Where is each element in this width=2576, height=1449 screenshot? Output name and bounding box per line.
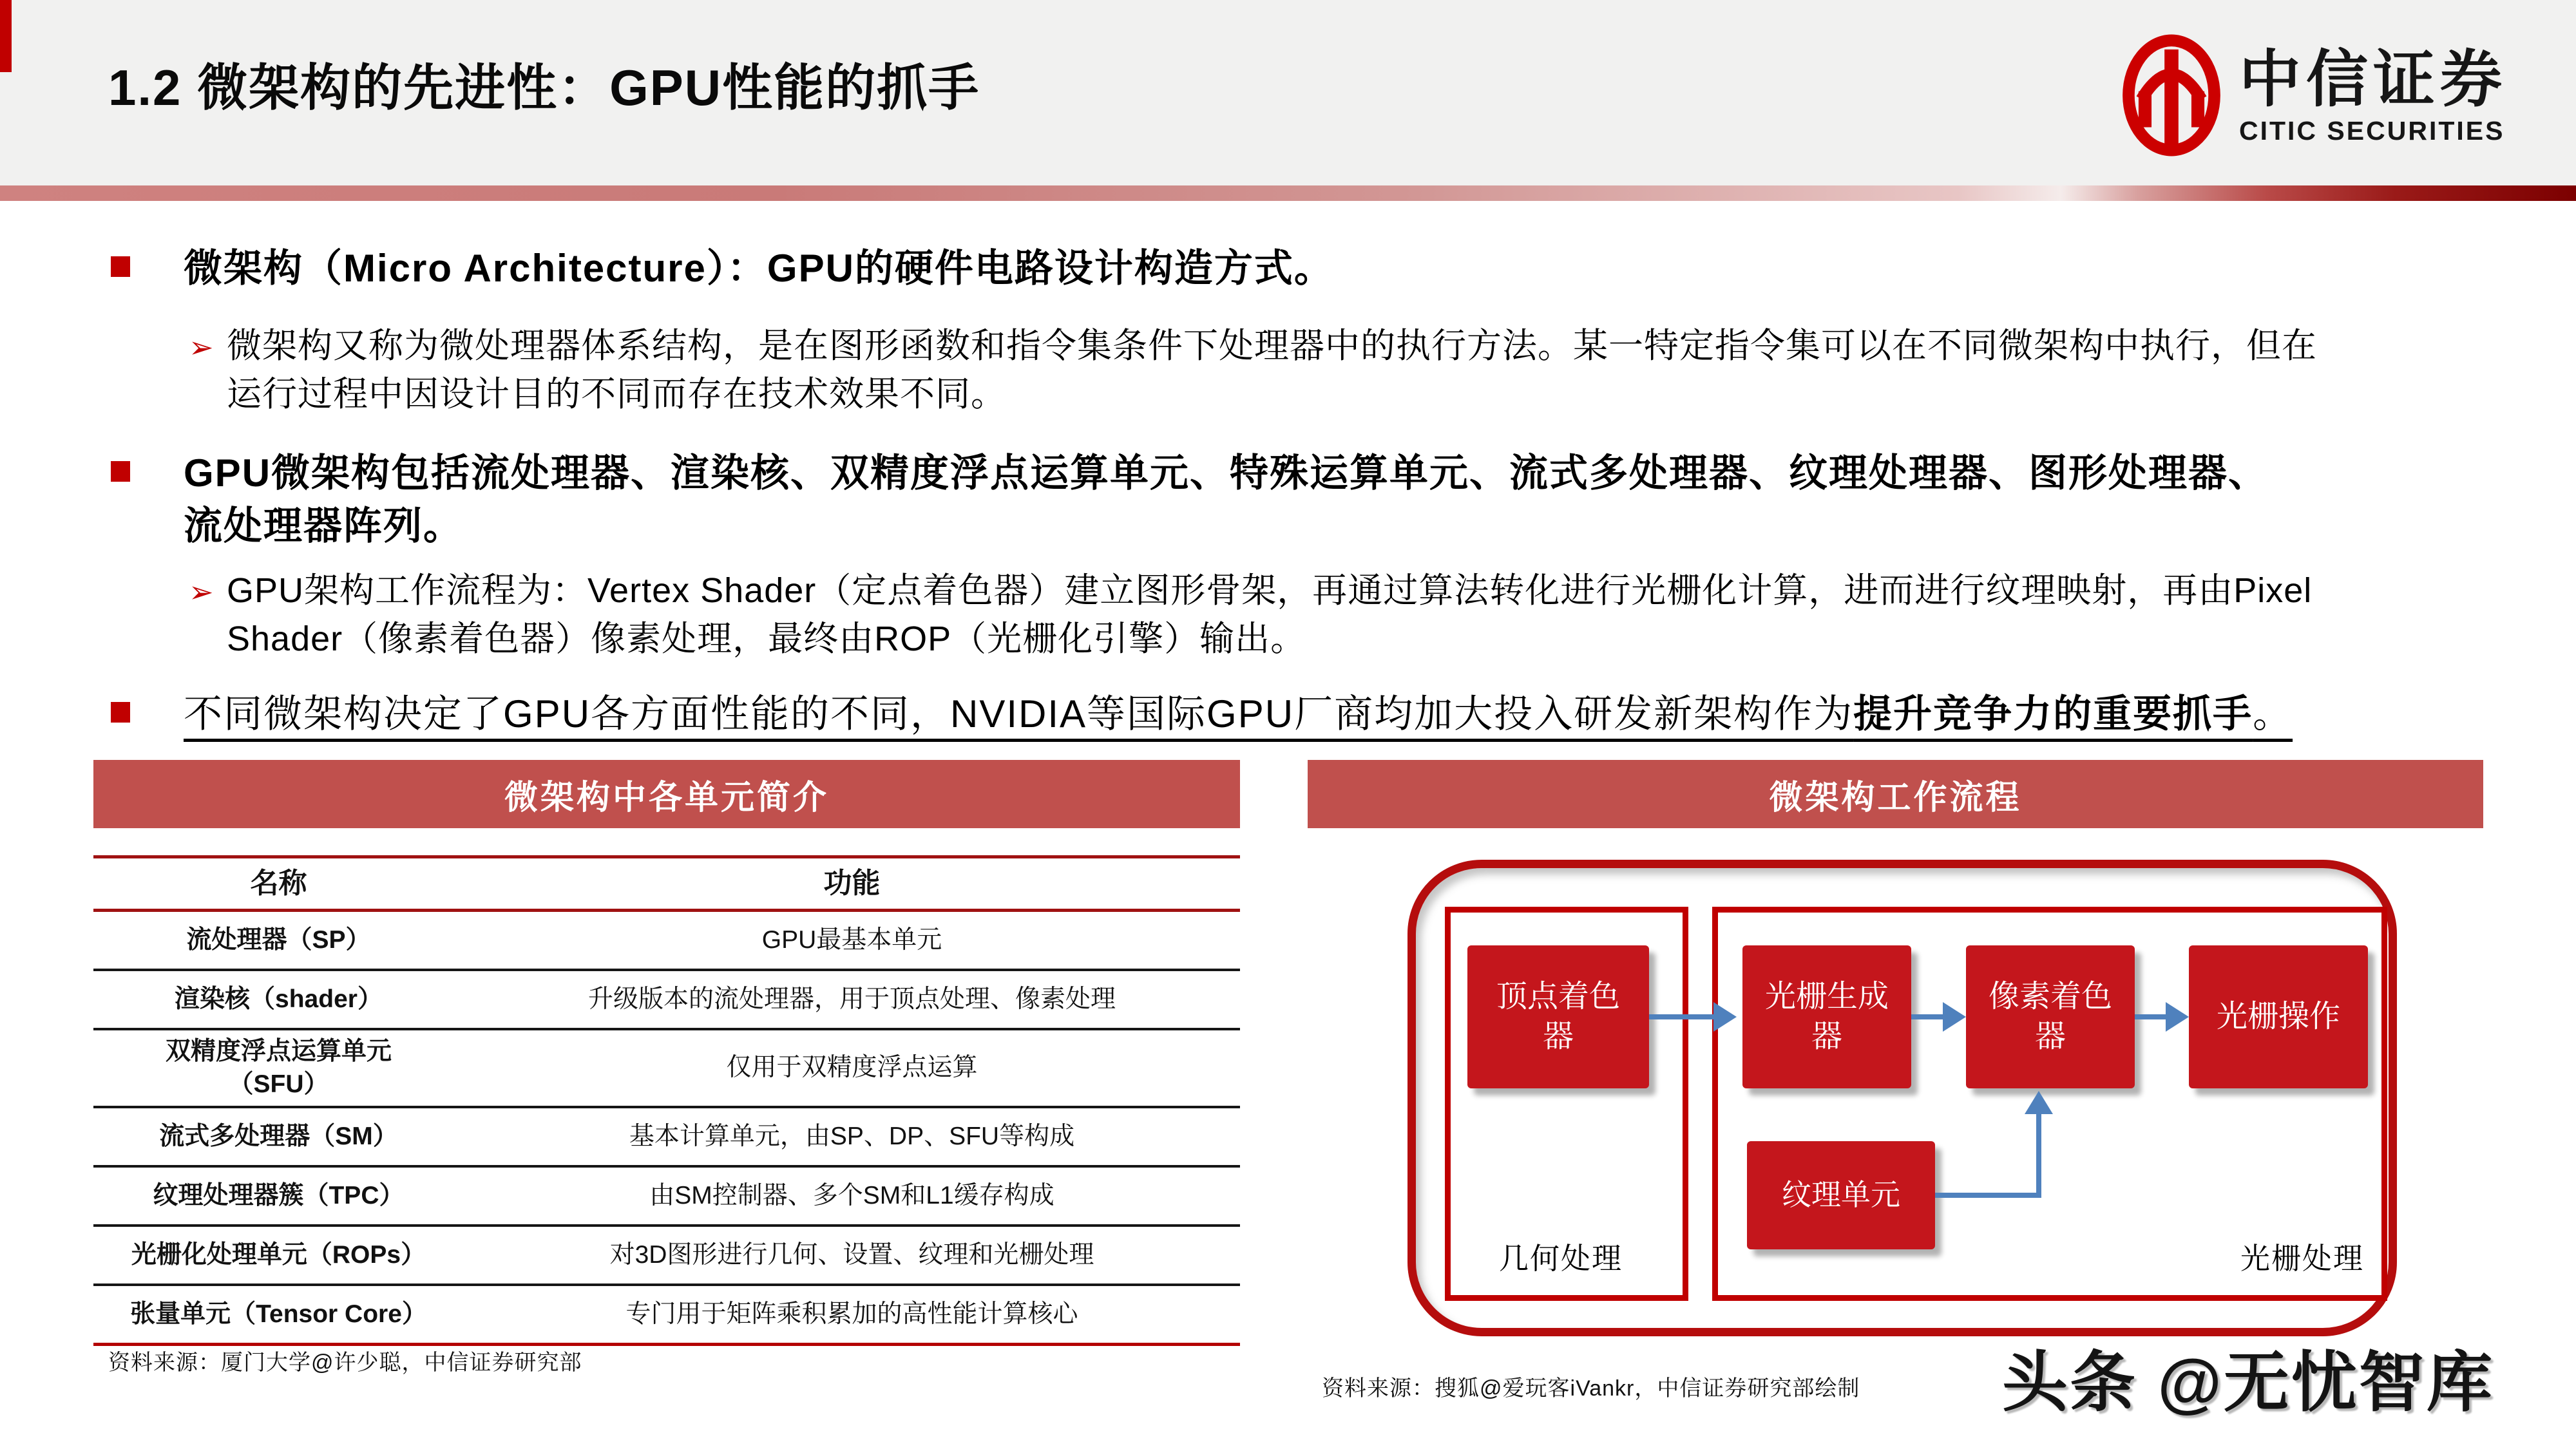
flow-arrowhead-icon (1713, 1002, 1737, 1032)
table-row (93, 1224, 1240, 1283)
row-func: 由SM控制器、多个SM和L1缓存构成 (649, 1182, 1054, 1210)
raster-generator-box: 光栅生成 器 (1742, 945, 1911, 1088)
flow-arrowhead-icon (1943, 1002, 1966, 1032)
table-row (93, 1106, 1240, 1165)
row-func: 对3D图形进行几何、设置、纹理和光栅处理 (609, 1241, 1094, 1269)
flow-arrow-icon (1649, 1014, 1713, 1019)
row-name: 纹理处理器簇（TPC） (153, 1182, 405, 1210)
raster-stage-label: 光栅处理 (2240, 1242, 2364, 1275)
row-name: 渲染核（shader） (175, 985, 383, 1013)
vertex-shader-box: 顶点着色 器 (1467, 945, 1649, 1088)
sub-arrow-icon: ➢ (189, 330, 214, 364)
left-table-banner: 微架构中各单元简介 (93, 760, 1240, 828)
row-name: 张量单元（Tensor Core） (130, 1300, 427, 1329)
watermark-text: 头条 @无忧智库 (2002, 1346, 2494, 1419)
citic-logo-text (2239, 44, 2507, 147)
table-row (93, 1165, 1240, 1224)
table-row (93, 1028, 1240, 1106)
flow-arrow-icon (2135, 1014, 2168, 1019)
source-note-right: 资料来源：搜狐@爱玩客iVankr，中信证券研究部绘制 (1322, 1376, 1860, 1401)
bullet-2-subtext: GPU架构工作流程为：Vertex Shader（定点着色器）建立图形骨架，再通过算法转化进行光栅化计算，进而进行纹理映射，再由Pixel Shader（像素着色器）像素处理，最终由ROP（光栅化引擎）输出。 (227, 571, 2313, 658)
elbow-arrow-vertical (2036, 1113, 2041, 1198)
pixel-shader-box: 像素着色 器 (1966, 945, 2135, 1088)
flow-arrow-icon (1911, 1014, 1945, 1019)
elbow-arrow-horizontal (1935, 1193, 2041, 1198)
citic-logo-icon (2121, 33, 2222, 160)
flow-arrowhead-icon (2166, 1002, 2189, 1032)
texture-unit-box: 纹理单元 (1747, 1141, 1935, 1249)
elbow-arrowhead-icon (2025, 1091, 2053, 1114)
logo-name-cn: 中信证券 (2239, 44, 2507, 114)
column-header-func: 功能 (823, 867, 881, 900)
bullet-3-period: 。 (2253, 692, 2293, 735)
table-row (93, 969, 1240, 1028)
row-name: 流式多处理器（SM） (159, 1122, 398, 1151)
column-header-name: 名称 (250, 867, 307, 900)
table-row (93, 1283, 1240, 1343)
row-func: 基本计算单元，由SP、DP、SFU等构成 (629, 1122, 1075, 1151)
bullet-1-subtext: 微架构又称为微处理器体系结构，是在图形函数和指令集条件下处理器中的执行方法。某一特定指令集可以在不同微架构中执行，但在 运行过程中因设计目的不同而存在技术效果不同。 (227, 327, 2317, 413)
page-title: 1.2 微架构的先进性：GPU性能的抓手 (108, 59, 980, 116)
bullet-3-text (184, 688, 2528, 740)
header-gradient-divider (0, 185, 2576, 201)
bullet-square-icon (111, 461, 130, 482)
bullet-2-text: GPU微架构包括流处理器、渲染核、双精度浮点运算单元、特殊运算单元、流式多处理器、纹理处理器、图形处理器、 流处理器阵列。 (184, 451, 2269, 548)
row-func: 仅用于双精度浮点运算 (726, 1054, 978, 1082)
bullet-1-text: 微架构（Micro Architecture）：GPU的硬件电路设计构造方式。 (184, 247, 1334, 290)
table-header-row (93, 855, 1240, 912)
row-name: 光栅化处理单元（ROPs） (131, 1241, 426, 1269)
bullet-3-bold: 提升竞争力的重要抓手 (1853, 692, 2253, 735)
bullet-square-icon (111, 702, 130, 723)
row-func: 专门用于矩阵乘积累加的高性能计算核心 (625, 1300, 1078, 1329)
row-name: 双精度浮点运算单元 （SFU） (165, 1037, 392, 1098)
raster-operation-box: 光栅操作 (2189, 945, 2368, 1088)
citic-logo (2121, 33, 2507, 160)
row-func: GPU最基本单元 (761, 925, 942, 954)
row-func: 升级版本的流处理器，用于顶点处理、像素处理 (587, 985, 1116, 1013)
source-note-left: 资料来源：厦门大学@许少聪，中信证券研究部 (108, 1350, 582, 1375)
bullet-3-regular: 不同微架构决定了GPU各方面性能的不同，NVIDIA等国际GPU厂商均加大投入研发新架构作为 (184, 692, 1854, 735)
sub-arrow-icon: ➢ (189, 575, 214, 609)
table-row (93, 912, 1240, 969)
geometry-stage-label: 几何处理 (1499, 1242, 1623, 1275)
left-edge-accent (0, 0, 12, 72)
bullet-square-icon (111, 256, 130, 277)
row-name: 流处理器（SP） (186, 925, 371, 954)
right-flow-banner: 微架构工作流程 (1308, 760, 2483, 828)
logo-name-en: CITIC SECURITIES (2239, 116, 2505, 146)
unit-intro-table (93, 855, 1240, 1346)
